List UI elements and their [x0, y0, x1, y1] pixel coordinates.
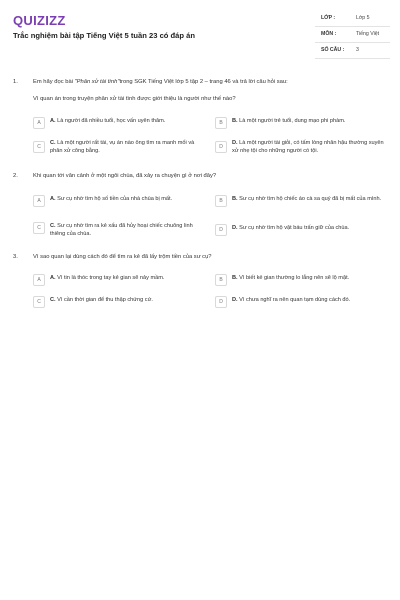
info-row-grade [315, 13, 390, 27]
info-row-subject [315, 29, 390, 43]
question-number: 2. [13, 173, 18, 179]
option-text: B. Vì biết kẻ gian thường lo lắng nên sẽ lộ mặt. [232, 275, 350, 281]
info-value: Tiếng Việt [356, 31, 380, 37]
info-value: Lớp 5 [356, 15, 370, 21]
option-text: C. Vì cần thời gian để thu thập chứng cứ. [50, 297, 153, 303]
info-label: MÔN : [321, 31, 337, 37]
option-text: A. Là người đã nhiều tuổi, học vấn uyên thâm. [50, 118, 166, 124]
option-text: B. Sư cụ nhờ tìm hộ chiếc áo cà sa quý đã bị mất của mình. [232, 196, 382, 202]
option-letter: D [215, 141, 227, 153]
option-text: A. Sư cụ nhờ tìm hộ số tiền của nhà chùa bị mất. [50, 196, 173, 202]
option-letter: A [33, 195, 45, 207]
question-number: 3. [13, 254, 18, 260]
option-text: C. Là một người rất tài, vụ án nào ông tìm ra manh mối và phân xử công bằng. [50, 140, 195, 154]
option-letter: D [215, 224, 227, 236]
option-letter: D [215, 296, 227, 308]
option-letter: B [215, 195, 227, 207]
option-text: B. Là một người trẻ tuổi, dung mạo phi phàm. [232, 118, 346, 124]
option-letter: B [215, 274, 227, 286]
info-label: LỚP : [321, 15, 336, 21]
info-label: SỐ CÂU : [321, 47, 345, 53]
info-row-count [315, 45, 390, 59]
question-text: Khi quan tới văn cảnh ở một ngôi chùa, đã xảy ra chuyện gì ở nơi đây? [33, 173, 217, 179]
option-text: C. Sư cụ nhờ tìm ra kẻ xấu đã hủy hoại chiếc chuông linh thiêng của chùa. [50, 223, 193, 237]
info-value: 3 [356, 47, 359, 53]
option-letter: C [33, 141, 45, 153]
page-title: Trắc nghiệm bài tập Tiếng Việt 5 tuần 23 có đáp án [13, 31, 196, 40]
question-text: Vì sao quan lại dùng cách đó để tìm ra kẻ đã lấy trộm tiền của sư cụ? [33, 254, 212, 260]
question-number: 1. [13, 79, 18, 85]
option-text: D. Vì chưa nghĩ ra nên quan tạm dùng cách đó. [232, 297, 351, 303]
question-text: Vì quan án trong truyện phân xử tài tình được giới thiệu là người như thế nào? [33, 96, 236, 102]
intro-before: Em hãy đọc bài [33, 79, 75, 85]
intro-after: trong SGK Tiếng Việt lớp 5 tập 2 – trang 46 và trả lời câu hỏi sau: [119, 79, 288, 85]
option-letter: C [33, 222, 45, 234]
option-letter: B [215, 117, 227, 129]
option-text: A. Vì tin là thóc trong tay kẻ gian sẽ nảy mầm. [50, 275, 165, 281]
intro-italic: "Phân xử tài tình" [74, 79, 120, 85]
option-letter: A [33, 274, 45, 286]
option-letter: C [33, 296, 45, 308]
question-intro [33, 79, 383, 87]
option-text: D. Sư cụ nhờ tìm hộ vật báu trấn giữ của chùa. [232, 225, 350, 231]
option-letter: A [33, 117, 45, 129]
option-text: D. Là một người tài giỏi, có tấm lòng nhân hậu thường xuyên xử nhẹ tội cho những người có tội. [232, 140, 384, 154]
quizizz-logo: QUIZIZZ [13, 13, 66, 28]
info-box [315, 13, 390, 61]
